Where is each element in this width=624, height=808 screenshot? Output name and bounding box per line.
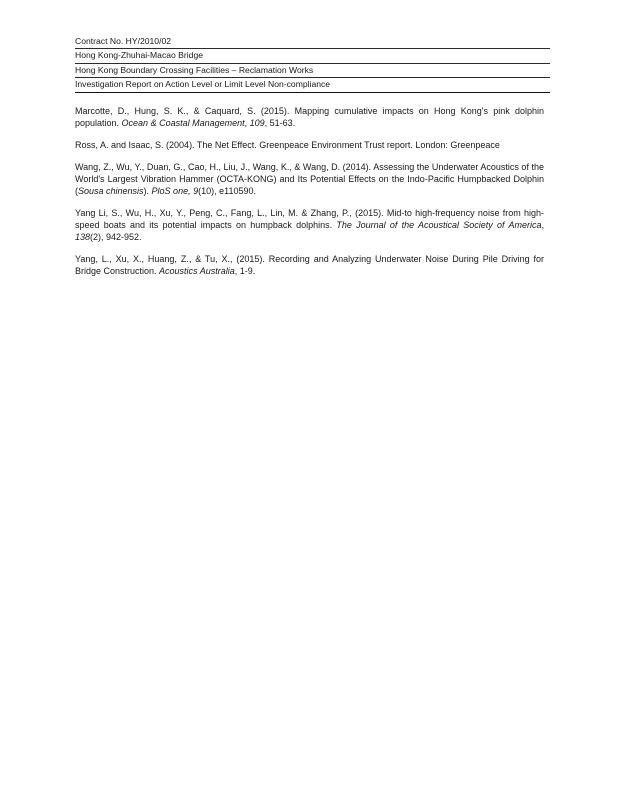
reference-text: , 1-9. [234,266,256,276]
reference-item [75,253,544,277]
reference-item [75,105,544,129]
project-name: Hong Kong-Zhuhai-Macao Bridge [75,49,550,63]
reference-journal: The Journal of the Acoustical Society of America [336,220,542,230]
reference-list [75,105,544,287]
reference-text: Yang, L., Xu, X., Huang, Z., & Tu, X., (2015). Recording and Analyzing Underwater Noise During Pile Driving for Bridge Construction. [75,254,544,276]
reference-text: , 51-63. [264,118,296,128]
reference-volume: 138 [75,232,91,242]
reference-item [75,161,544,197]
reference-volume: 109 [249,118,265,128]
page-header [75,35,550,93]
reference-journal: PloS one, 9 [151,186,199,196]
reference-item [75,139,544,151]
reference-journal: Acoustics Australia [159,266,235,276]
reference-text: (10), e110590. [198,186,256,196]
project-subtitle: Hong Kong Boundary Crossing Facilities – Reclamation Works [75,64,550,78]
reference-text: Ross, A. and Isaac, S. (2004). The Net Effect. Greenpeace Environment Trust report. London: Greenpeace [75,140,500,150]
reference-journal: Ocean & Coastal Management [121,118,245,128]
contract-number: Contract No. HY/2010/02 [75,35,550,49]
reference-item [75,207,544,243]
reference-text: Wang, Z., Wu, Y., Duan, G., Cao, H., Liu, J., Wang, K., & Wang, D. (2014). Assessing the Underwater Acoustics of the World's Largest Vibration Hammer (OCTA-KONG) and Its Potential Effects on the Indo-Pacific Humpbacked Dolphin ( [75,162,544,196]
reference-text: , [541,220,544,230]
reference-species: Sousa chinensis [78,186,144,196]
reference-text: Yang Li, S., Wu, H., Xu, Y., Peng, C., Fang, L., Lin, M. & Zhang, P., (2015). Mid-to high-frequency noise from high-speed boats and its potential impacts on humpback dolphins. [75,208,544,230]
reference-text: (2), 942-952. [90,232,142,242]
reference-text: Marcotte, D., Hung, S. K., & Caquard, S. (2015). Mapping cumulative impacts on Hong Kong's pink dolphin population. [75,106,544,128]
reference-text: ). [143,186,152,196]
report-title: Investigation Report on Action Level or Limit Level Non-compliance [75,78,550,92]
reference-text: , [244,118,250,128]
